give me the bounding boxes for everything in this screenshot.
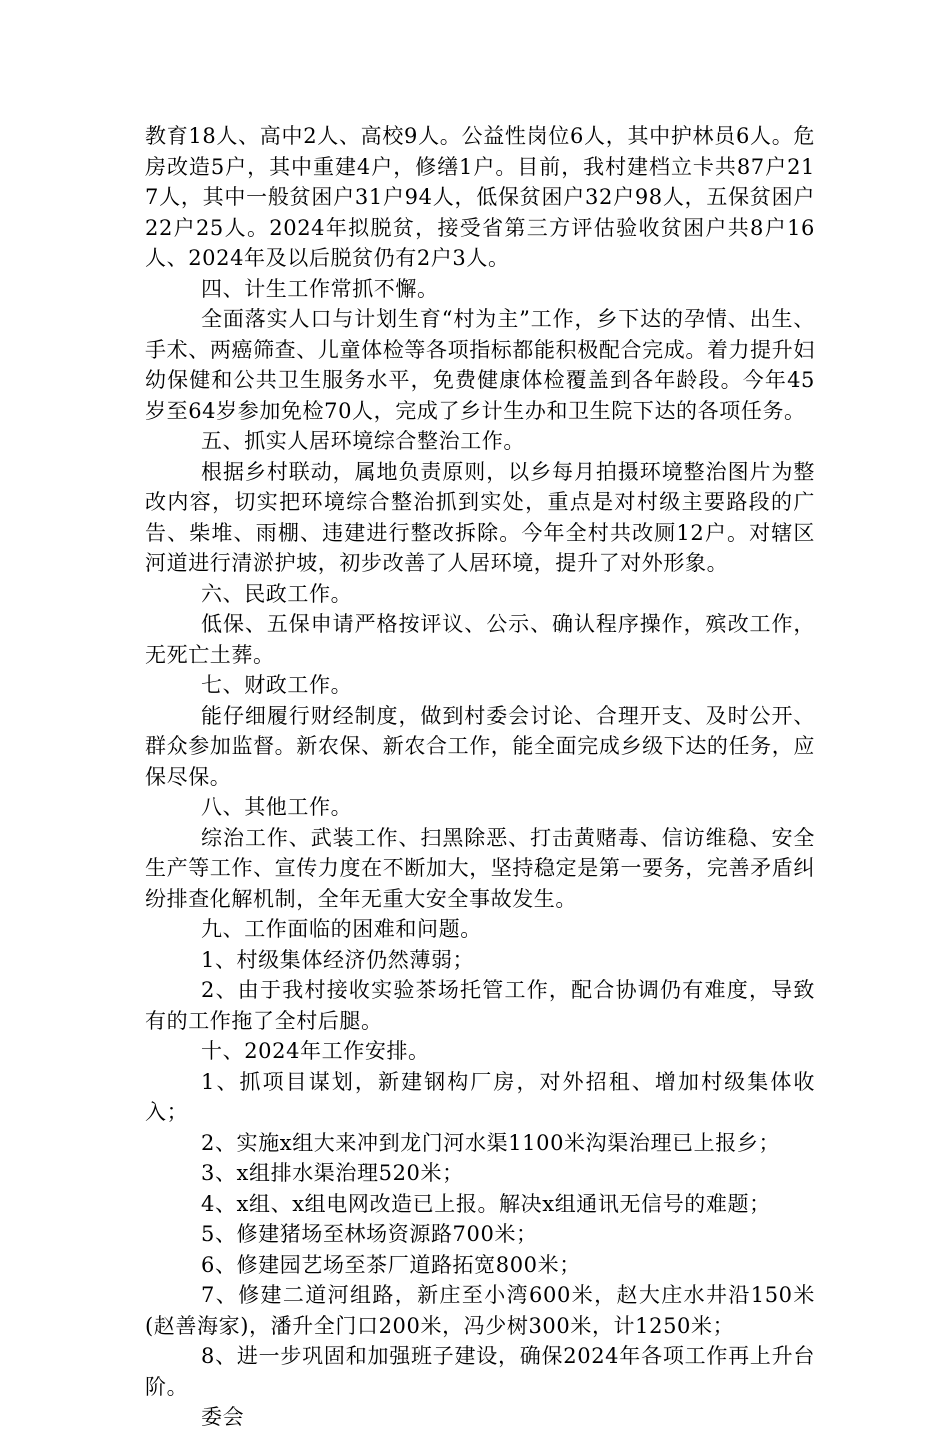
paragraph: 5、修建猪场至林场资源路700米； (201, 1222, 538, 1246)
document-body (145, 121, 815, 1433)
paragraph: 综治工作、武装工作、扫黑除恶、打击黄赌毒、信访维稳、安全生产等工作、宣传力度在不断加大，坚持稳定是第一要务，完善矛盾纠纷排查化解机制，全年无重大安全事故发生。 (145, 825, 815, 911)
paragraph: 能仔细履行财经制度，做到村委会讨论、合理开支、及时公开、群众参加监督。新农保、新农合工作，能全面完成乡级下达的任务，应保尽保。 (145, 703, 815, 789)
paragraph: 1、抓项目谋划，新建钢构厂房，对外招租、增加村级集体收入； (145, 1069, 815, 1124)
paragraph: 1、村级集体经济仍然薄弱； (201, 947, 475, 972)
paragraph: 委会 (201, 1405, 245, 1429)
paragraph-continued: 教育18人、高中2人、高校9人。公益性岗位6人，其中护林员6人。危房改造5户，其中重建4户，修缮1户。目前，我村建档立卡共87户217人，其中一般贫困户31户94人，低保贫困户32户98人，五保贫困户22户25人。2024年拟脱贫，接受省第三方评估验收贫困户共8户16人、2024年及以后脱贫仍有2户3人。 (145, 124, 815, 270)
paragraph: 十、2024年工作安排。 (201, 1039, 430, 1063)
paragraph: 7、修建二道河组路，新庄至小湾600米，赵大庄水井沿150米(赵善海家)，潘升全门口200米，冯少树300米，计1250米； (145, 1283, 815, 1338)
paragraph: 八、其他工作。 (201, 795, 353, 819)
paragraph: 根据乡村联动，属地负责原则，以乡每月拍摄环境整治图片为整改内容，切实把环境综合整治抓到实处，重点是对村级主要路段的广告、柴堆、雨棚、违建进行整改拆除。今年全村共改厕12户。对辖区河道进行清淤护坡，初步改善了人居环境，提升了对外形象。 (145, 459, 815, 575)
paragraph: 6、修建园艺场至茶厂道路拓宽800米； (201, 1252, 581, 1277)
paragraph: 4、x组、x组电网改造已上报。解决x组通讯无信号的难题； (201, 1191, 771, 1216)
paragraph: 四、计生工作常抓不懈。 (201, 276, 439, 301)
paragraph: 全面落实人口与计划生育“村为主”工作，乡下达的孕情、出生、手术、两癌筛查、儿童体检等各项指标都能积极配合完成。着力提升妇幼保健和公共卫生服务水平，免费健康体检覆盖到各年龄段。今年45岁至64岁参加免检70人，完成了乡计生办和卫生院下达的各项任务。 (145, 307, 815, 423)
paragraph: 2、由于我村接收实验茶场托管工作，配合协调仍有难度，导致有的工作拖了全村后腿。 (145, 978, 815, 1033)
paragraph: 七、财政工作。 (201, 673, 353, 697)
paragraph: 2、实施x组大来冲到龙门河水渠1100米沟渠治理已上报乡； (201, 1130, 781, 1155)
paragraph: 3、x组排水渠治理520米； (201, 1161, 464, 1185)
paragraph: 低保、五保申请严格按评议、公示、确认程序操作，殡改工作，无死亡土葬。 (145, 612, 815, 667)
paragraph: 六、民政工作。 (201, 581, 353, 606)
paragraph: 九、工作面临的困难和问题。 (201, 917, 482, 941)
paragraph: 8、进一步巩固和加强班子建设，确保2024年各项工作再上升台阶。 (145, 1344, 815, 1399)
paragraph: 五、抓实人居环境综合整治工作。 (201, 429, 525, 453)
